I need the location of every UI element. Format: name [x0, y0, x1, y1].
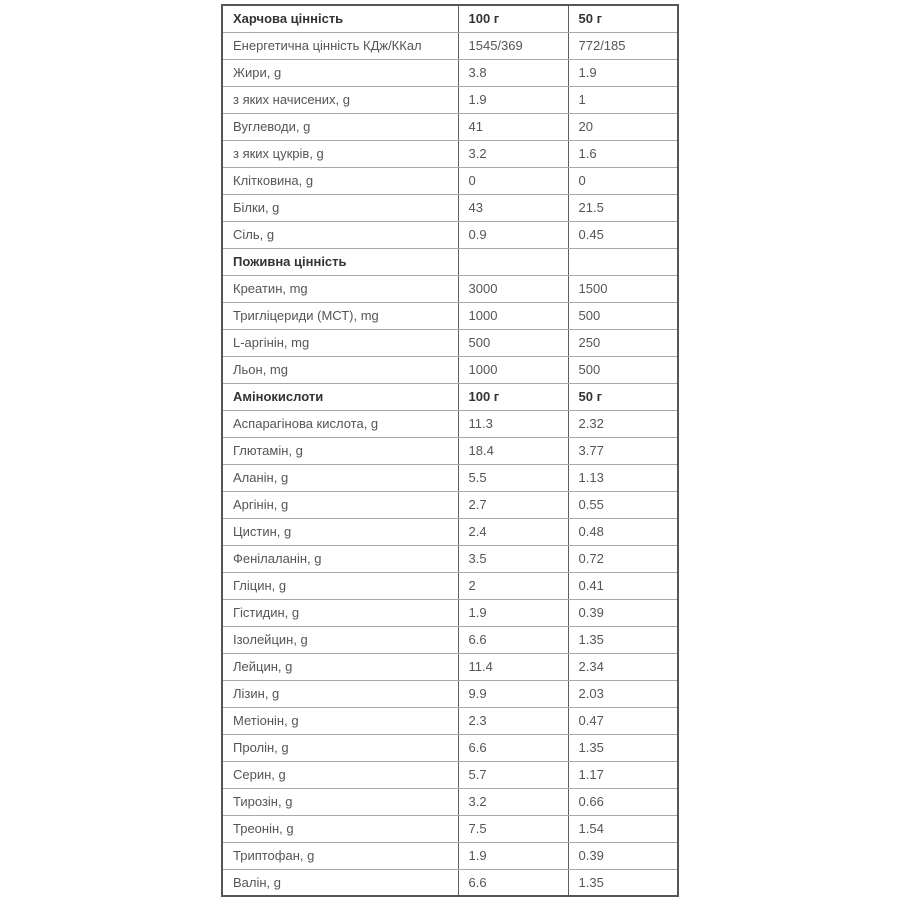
- nutrient-value-50g: 1500: [568, 275, 678, 302]
- nutrient-label: Метіонін, g: [222, 707, 458, 734]
- nutrient-value-50g: 1.13: [568, 464, 678, 491]
- nutrient-value-100g: 7.5: [458, 815, 568, 842]
- nutrition-table-body: [222, 5, 678, 896]
- nutrient-value-100g: 43: [458, 194, 568, 221]
- section-header-row: [222, 383, 678, 410]
- nutrient-value-100g: 0.9: [458, 221, 568, 248]
- nutrient-value-50g: 20: [568, 113, 678, 140]
- nutrition-table: [221, 4, 679, 897]
- nutrient-value-50g: 0.66: [568, 788, 678, 815]
- nutrient-value-100g: 1.9: [458, 86, 568, 113]
- nutrient-value-100g: 2.4: [458, 518, 568, 545]
- nutrient-value-100g: 3.2: [458, 788, 568, 815]
- nutrient-value-100g: 5.7: [458, 761, 568, 788]
- nutrient-value-50g: 0.39: [568, 842, 678, 869]
- nutrient-label: Лейцин, g: [222, 653, 458, 680]
- nutrient-label: Аргінін, g: [222, 491, 458, 518]
- nutrient-value-100g: 3.2: [458, 140, 568, 167]
- nutrient-value-50g: 0.48: [568, 518, 678, 545]
- nutrient-value-50g: 1.35: [568, 734, 678, 761]
- nutrient-value-100g: 6.6: [458, 869, 568, 896]
- nutrient-value-50g: 1: [568, 86, 678, 113]
- nutrient-row: [222, 221, 678, 248]
- nutrient-label: Пролін, g: [222, 734, 458, 761]
- nutrient-value-50g: 772/185: [568, 32, 678, 59]
- nutrient-row: [222, 518, 678, 545]
- nutrient-row: [222, 113, 678, 140]
- nutrient-label: Ізолейцин, g: [222, 626, 458, 653]
- nutrient-row: [222, 140, 678, 167]
- nutrient-value-50g: 0.72: [568, 545, 678, 572]
- nutrient-label: з яких цукрів, g: [222, 140, 458, 167]
- nutrient-value-100g: 9.9: [458, 680, 568, 707]
- nutrient-value-50g: 1.9: [568, 59, 678, 86]
- nutrient-row: [222, 167, 678, 194]
- nutrient-label: Льон, mg: [222, 356, 458, 383]
- section-title: Амінокислоти: [222, 383, 458, 410]
- nutrient-value-50g: 1.35: [568, 626, 678, 653]
- nutrient-value-100g: 1.9: [458, 842, 568, 869]
- nutrient-label: Треонін, g: [222, 815, 458, 842]
- nutrient-value-100g: 5.5: [458, 464, 568, 491]
- nutrient-label: Аланін, g: [222, 464, 458, 491]
- section-header-row: [222, 5, 678, 32]
- section-header-row: [222, 248, 678, 275]
- nutrient-label: Валін, g: [222, 869, 458, 896]
- nutrient-row: [222, 707, 678, 734]
- nutrient-row: [222, 545, 678, 572]
- nutrient-value-100g: 11.3: [458, 410, 568, 437]
- nutrient-row: [222, 275, 678, 302]
- nutrient-row: [222, 59, 678, 86]
- nutrient-value-50g: 0.41: [568, 572, 678, 599]
- nutrient-value-100g: 0: [458, 167, 568, 194]
- nutrient-row: [222, 491, 678, 518]
- nutrient-row: [222, 761, 678, 788]
- nutrient-row: [222, 626, 678, 653]
- section-col-50g: 50 г: [568, 383, 678, 410]
- nutrient-label: Сіль, g: [222, 221, 458, 248]
- nutrient-value-100g: 3000: [458, 275, 568, 302]
- nutrient-row: [222, 329, 678, 356]
- nutrient-value-100g: 1545/369: [458, 32, 568, 59]
- nutrient-label: Лізин, g: [222, 680, 458, 707]
- nutrient-value-100g: 2.3: [458, 707, 568, 734]
- nutrient-value-100g: 11.4: [458, 653, 568, 680]
- nutrient-label: Глютамін, g: [222, 437, 458, 464]
- section-col-50g: [568, 248, 678, 275]
- nutrient-value-100g: 41: [458, 113, 568, 140]
- nutrient-label: L-аргінін, mg: [222, 329, 458, 356]
- nutrient-row: [222, 32, 678, 59]
- nutrient-value-50g: 250: [568, 329, 678, 356]
- nutrient-label: Клітковина, g: [222, 167, 458, 194]
- nutrient-value-50g: 3.77: [568, 437, 678, 464]
- nutrient-value-50g: 1.35: [568, 869, 678, 896]
- nutrient-value-50g: 500: [568, 302, 678, 329]
- nutrient-label: Фенілаланін, g: [222, 545, 458, 572]
- nutrient-value-50g: 1.6: [568, 140, 678, 167]
- nutrient-value-100g: 1000: [458, 356, 568, 383]
- nutrient-label: Гліцин, g: [222, 572, 458, 599]
- nutrient-label: Тригліцериди (МСТ), mg: [222, 302, 458, 329]
- nutrient-value-100g: 6.6: [458, 734, 568, 761]
- nutrient-value-100g: 3.8: [458, 59, 568, 86]
- nutrient-row: [222, 464, 678, 491]
- nutrient-row: [222, 86, 678, 113]
- nutrient-value-100g: 2.7: [458, 491, 568, 518]
- nutrient-value-50g: 1.17: [568, 761, 678, 788]
- nutrient-row: [222, 869, 678, 896]
- section-col-50g: 50 г: [568, 5, 678, 32]
- nutrient-label: Цистин, g: [222, 518, 458, 545]
- nutrient-value-100g: 1000: [458, 302, 568, 329]
- nutrient-label: Білки, g: [222, 194, 458, 221]
- nutrient-value-50g: 21.5: [568, 194, 678, 221]
- nutrient-label: Триптофан, g: [222, 842, 458, 869]
- nutrient-value-100g: 3.5: [458, 545, 568, 572]
- nutrient-row: [222, 734, 678, 761]
- section-col-100g: [458, 248, 568, 275]
- nutrient-label: Гістидин, g: [222, 599, 458, 626]
- nutrient-row: [222, 410, 678, 437]
- nutrient-label: з яких начисених, g: [222, 86, 458, 113]
- nutrient-value-100g: 1.9: [458, 599, 568, 626]
- nutrient-row: [222, 680, 678, 707]
- nutrient-row: [222, 572, 678, 599]
- nutrient-value-50g: 500: [568, 356, 678, 383]
- nutrient-value-100g: 500: [458, 329, 568, 356]
- nutrient-value-50g: 0: [568, 167, 678, 194]
- nutrient-label: Аспарагінова кислота, g: [222, 410, 458, 437]
- nutrient-value-50g: 2.32: [568, 410, 678, 437]
- nutrient-row: [222, 815, 678, 842]
- nutrient-row: [222, 194, 678, 221]
- nutrient-row: [222, 302, 678, 329]
- nutrient-value-50g: 2.34: [568, 653, 678, 680]
- nutrient-value-100g: 2: [458, 572, 568, 599]
- nutrient-label: Серин, g: [222, 761, 458, 788]
- nutrient-row: [222, 842, 678, 869]
- nutrient-label: Жири, g: [222, 59, 458, 86]
- nutrient-value-100g: 18.4: [458, 437, 568, 464]
- nutrient-value-50g: 0.55: [568, 491, 678, 518]
- nutrient-row: [222, 356, 678, 383]
- nutrient-value-50g: 0.47: [568, 707, 678, 734]
- nutrient-label: Енергетична цінність КДж/ККал: [222, 32, 458, 59]
- nutrient-label: Креатин, mg: [222, 275, 458, 302]
- nutrient-row: [222, 437, 678, 464]
- section-col-100g: 100 г: [458, 383, 568, 410]
- section-col-100g: 100 г: [458, 5, 568, 32]
- nutrient-value-50g: 0.39: [568, 599, 678, 626]
- nutrient-row: [222, 653, 678, 680]
- nutrient-row: [222, 599, 678, 626]
- nutrient-row: [222, 788, 678, 815]
- nutrient-value-50g: 0.45: [568, 221, 678, 248]
- nutrient-value-100g: 6.6: [458, 626, 568, 653]
- nutrient-label: Тирозін, g: [222, 788, 458, 815]
- nutrient-label: Вуглеводи, g: [222, 113, 458, 140]
- section-title: Поживна цінність: [222, 248, 458, 275]
- nutrient-value-50g: 1.54: [568, 815, 678, 842]
- section-title: Харчова цінність: [222, 5, 458, 32]
- nutrient-value-50g: 2.03: [568, 680, 678, 707]
